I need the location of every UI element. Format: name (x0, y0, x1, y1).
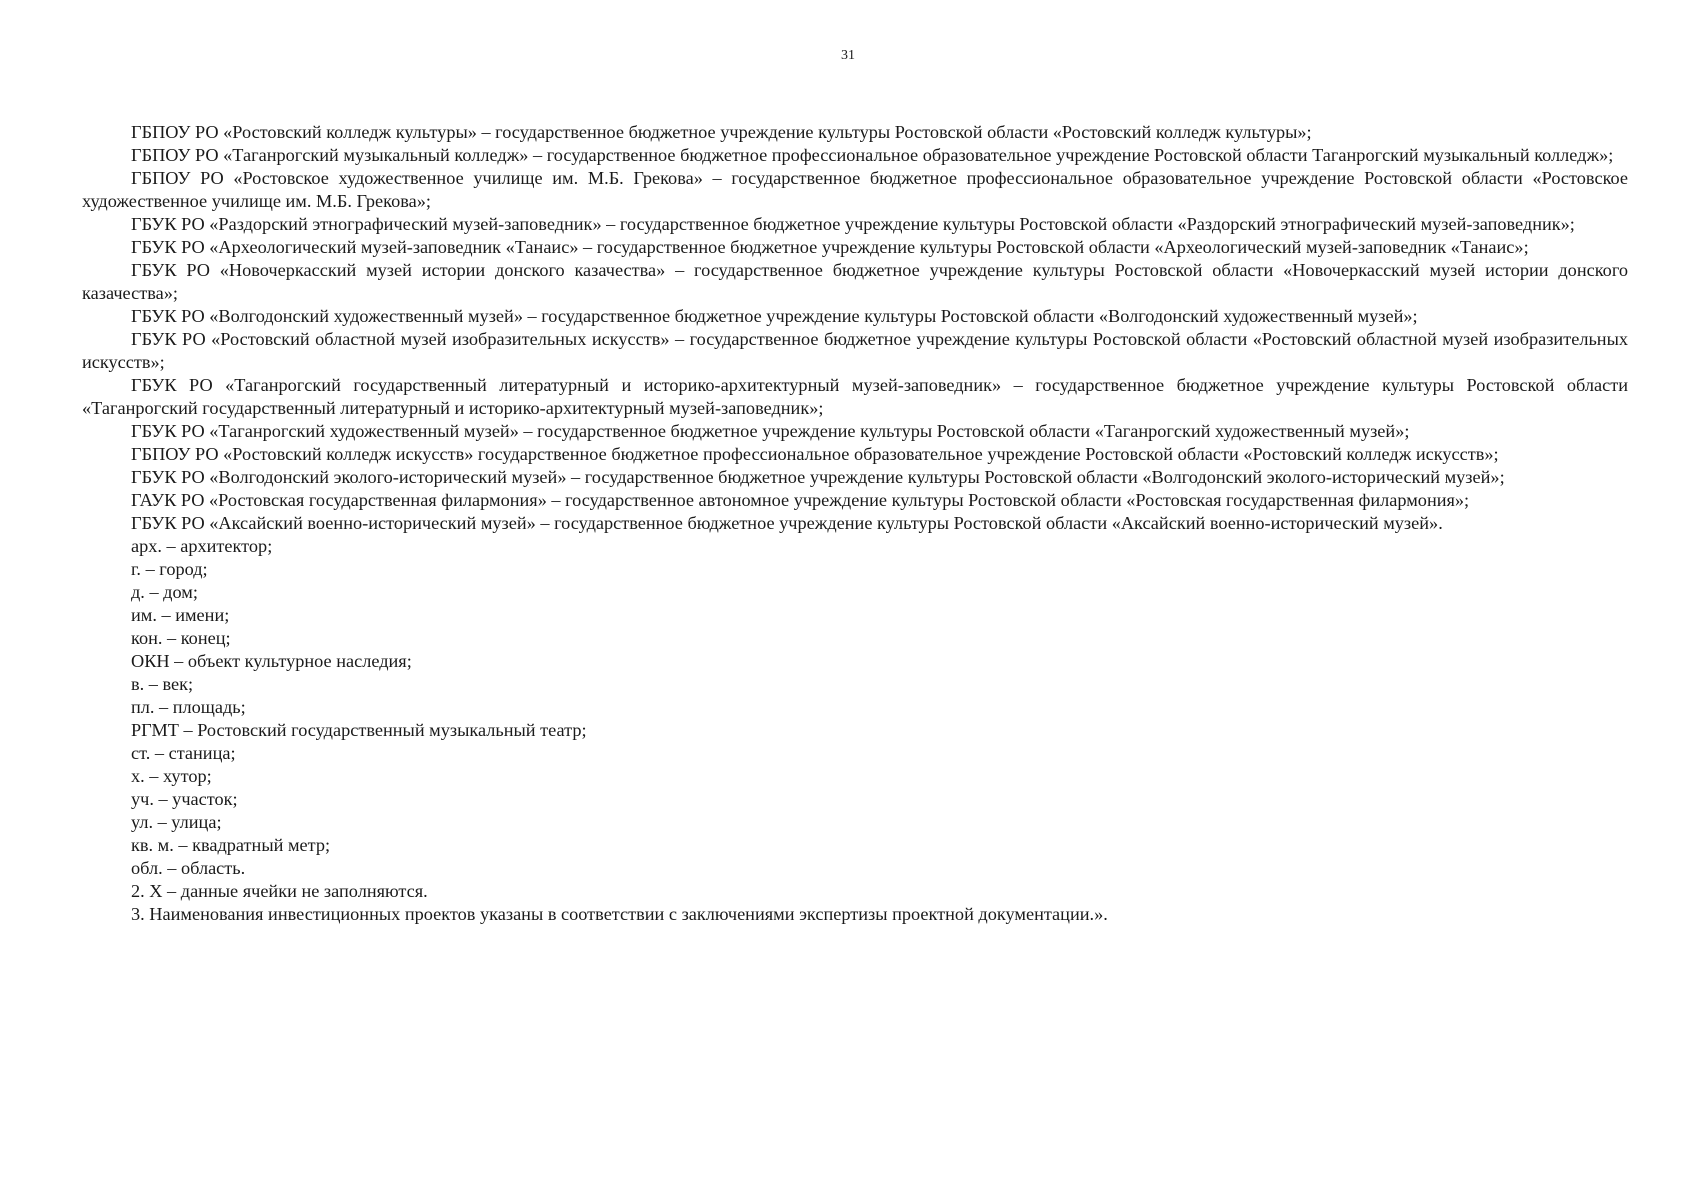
abbreviation-house: д. – дом; (131, 582, 198, 602)
abbreviation-square-meter: кв. м. – квадратный метр; (131, 835, 331, 855)
paragraph-volgodonsk-eco-museum: ГБУК РО «Волгодонский эколого-исторический музей» – государственное бюджетное учреждение культуры Ростовской области «Волгодонский эколого-исторический музей»; (131, 467, 1505, 487)
abbreviation-khutor: х. – хутор; (131, 766, 212, 786)
paragraph-novocherkassk-museum: ГБУК РО «Новочеркасский музей истории донского казачества» – государственное бюджетное учреждение культуры Ростовской области «Новочеркасский музей истории донского казачества»; (82, 260, 1628, 303)
abbreviation-century: в. – век; (131, 674, 194, 694)
abbreviation-city: г. – город; (131, 559, 208, 579)
abbreviation-region: обл. – область. (131, 858, 246, 878)
abbreviation-rgmt: РГМТ – Ростовский государственный музыкальный театр; (131, 720, 587, 740)
paragraph-volgodonsk-art-museum: ГБУК РО «Волгодонский художественный музей» – государственное бюджетное учреждение культуры Ростовской области «Волгодонский художественный музей»; (131, 306, 1418, 326)
note-empty-cells: 2. Х – данные ячейки не заполняются. (131, 881, 428, 901)
abbreviation-plot: уч. – участок; (131, 789, 238, 809)
abbreviation-named: им. – имени; (131, 605, 230, 625)
note-project-names: 3. Наименования инвестиционных проектов указаны в соответствии с заключениями экспертизы проектной документации.». (131, 904, 1108, 924)
paragraph-rostov-fine-arts-museum: ГБУК РО «Ростовский областной музей изобразительных искусств» – государственное бюджетное учреждение культуры Ростовской области «Ростовский областной музей изобразительных искусств»; (82, 329, 1628, 372)
paragraph-taganrog-music-college: ГБПОУ РО «Таганрогский музыкальный колледж» – государственное бюджетное профессиональное образовательное учреждение Ростовской области Таганрогский музыкальный колледж»; (131, 145, 1614, 165)
document-body (82, 121, 1628, 926)
abbreviation-okn: ОКН – объект культурное наследия; (131, 651, 412, 671)
paragraph-rostov-college-arts: ГБПОУ РО «Ростовский колледж искусств» государственное бюджетное профессиональное образовательное учреждение Ростовской области «Ростовский колледж искусств»; (131, 444, 1499, 464)
paragraph-taganrog-literary-museum: ГБУК РО «Таганрогский государственный литературный и историко-архитектурный музей-заповедник» – государственное бюджетное учреждение культуры Ростовской области «Таганрогский государственный литературный и историко-архитектурный музей-заповедник»; (82, 375, 1628, 418)
paragraph-tanais-museum: ГБУК РО «Археологический музей-заповедник «Танаис» – государственное бюджетное учреждение культуры Ростовской области «Археологический музей-заповедник «Танаис»; (131, 237, 1529, 257)
abbreviation-street: ул. – улица; (131, 812, 222, 832)
paragraph-taganrog-art-museum: ГБУК РО «Таганрогский художественный музей» – государственное бюджетное учреждение культуры Ростовской области «Таганрогский художественный музей»; (131, 421, 1410, 441)
abbreviation-stanitsa: ст. – станица; (131, 743, 236, 763)
abbreviation-end: кон. – конец; (131, 628, 231, 648)
paragraph-aksai-military-museum: ГБУК РО «Аксайский военно-исторический музей» – государственное бюджетное учреждение культуры Ростовской области «Аксайский военно-исторический музей». (131, 513, 1443, 533)
abbreviation-square: пл. – площадь; (131, 697, 246, 717)
abbreviation-arch: арх. – архитектор; (131, 536, 273, 556)
paragraph-grekov-art-school: ГБПОУ РО «Ростовское художественное училище им. М.Б. Грекова» – государственное бюджетное профессиональное образовательное учреждение Ростовской области «Ростовское художественное училище им. М.Б. Грекова»; (82, 168, 1628, 211)
paragraph-razdorsky-museum: ГБУК РО «Раздорский этнографический музей-заповедник» – государственное бюджетное учреждение культуры Ростовской области «Раздорский этнографический музей-заповедник»; (131, 214, 1575, 234)
paragraph-rostov-philharmonic: ГАУК РО «Ростовская государственная филармония» – государственное автономное учреждение культуры Ростовской области «Ростовская государственная филармония»; (131, 490, 1470, 510)
paragraph-rostov-college-culture: ГБПОУ РО «Ростовский колледж культуры» – государственное бюджетное учреждение культуры Ростовской области «Ростовский колледж культуры»; (131, 122, 1312, 142)
page-number: 31 (841, 48, 855, 63)
